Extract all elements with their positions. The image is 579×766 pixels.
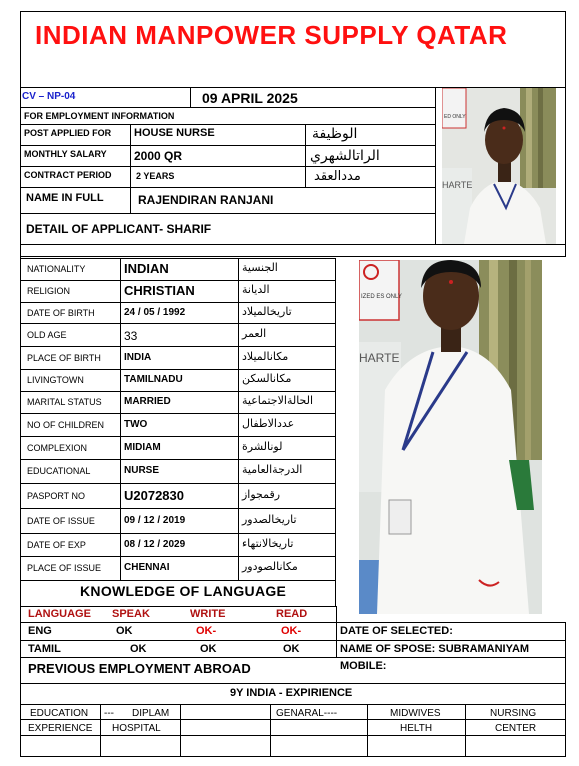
- detail-arabic: لونالشرة: [242, 439, 283, 453]
- detail-arabic: الدرجةالعامية: [242, 463, 303, 476]
- cv-number: CV – NP-04: [22, 91, 76, 102]
- detail-arabic: الديانة: [242, 283, 270, 296]
- name-label: NAME IN FULL: [26, 192, 104, 204]
- detail-value: U2072830: [124, 487, 184, 503]
- contract-value: 2 YEARS: [136, 171, 175, 181]
- detail-value: MIDIAM: [124, 441, 161, 453]
- spouse-name: NAME OF SPOSE: SUBRAMANIYAM: [340, 643, 530, 655]
- detail-label: DATE OF BIRTH: [27, 307, 95, 318]
- detail-value: 09 / 12 / 2019: [124, 514, 186, 526]
- detail-value: 08 / 12 / 2029: [124, 538, 186, 550]
- exp-center: CENTER: [495, 723, 537, 734]
- page-title: INDIAN MANPOWER SUPPLY QATAR: [35, 20, 508, 50]
- detail-value: TWO: [124, 418, 148, 430]
- detail-arabic: تاريخالصدور: [242, 512, 297, 526]
- detail-label: DATE OF EXP: [27, 539, 86, 550]
- mobile: MOBILE:: [340, 660, 387, 672]
- detail-arabic: تاريخالانتهاء: [242, 536, 294, 550]
- lang-tamil-read: OK: [283, 643, 300, 655]
- detail-arabic: العمر: [242, 326, 267, 340]
- lang-header-language: LANGUAGE: [28, 608, 91, 620]
- detail-arabic: تاريخالميلاد: [242, 304, 292, 318]
- detail-label: MARITAL STATUS: [27, 397, 102, 407]
- contract-arabic: مددالعقد: [314, 169, 361, 184]
- detail-label: DATE OF ISSUE: [27, 515, 95, 526]
- photo-sign-text: IZED ES ONLY: [361, 294, 402, 300]
- language-title: KNOWLEDGE OF LANGUAGE: [80, 583, 287, 599]
- detail-value: 33: [124, 328, 138, 343]
- lang-eng-write: OK-: [196, 625, 217, 637]
- detail-arabic: عددالاطفال: [242, 416, 295, 430]
- detail-label: NATIONALITY: [27, 264, 86, 274]
- lang-eng-speak: OK: [116, 625, 133, 637]
- salary-arabic: الراتالشهري: [310, 148, 380, 164]
- lang-eng-read: OK-: [281, 625, 302, 637]
- applicant-detail: DETAIL OF APPLICANT- SHARIF: [26, 222, 212, 236]
- detail-label: PASPORT NO: [27, 490, 86, 501]
- detail-arabic: مكانالصودور: [242, 560, 298, 573]
- name-value: RAJENDIRAN RANJANI: [138, 193, 274, 207]
- exp-label: EXPERIENCE: [28, 723, 93, 734]
- detail-value: 24 / 05 / 1992: [124, 306, 186, 318]
- detail-label: COMPLEXION: [27, 442, 88, 453]
- post-value: HOUSE NURSE: [134, 127, 215, 139]
- photo-sign-text: ED ONLY: [444, 114, 466, 120]
- detail-arabic: مكانالسكن: [242, 372, 292, 385]
- contract-label: CONTRACT PERIOD: [24, 170, 112, 180]
- salary-label: MONTHLY SALARY: [24, 149, 107, 159]
- cv-date: 09 APRIL 2025: [202, 90, 298, 106]
- edu-label: EDUCATION: [30, 708, 89, 719]
- exp-hospital: HOSPITAL: [112, 723, 161, 734]
- post-label: POST APPLIED FOR: [24, 128, 112, 138]
- edu-general: GENARAL----: [276, 708, 338, 719]
- detail-value: NURSE: [124, 465, 160, 476]
- detail-label: NO OF CHILDREN: [27, 419, 105, 430]
- photo-wall-text: HARTE: [442, 180, 473, 190]
- lang-header-read: READ: [276, 608, 308, 620]
- date-selected: DATE OF SELECTED:: [340, 625, 453, 637]
- detail-arabic: الجنسية: [242, 261, 278, 274]
- detail-arabic: رقمجواز: [242, 487, 281, 501]
- lang-tamil-speak: OK: [130, 643, 147, 655]
- detail-arabic: الحالةالاجتماعية: [242, 394, 314, 407]
- applicant-photo-small: [442, 88, 556, 244]
- edu-midwives: MIDWIVES: [390, 708, 441, 719]
- detail-label: PLACE OF ISSUE: [27, 563, 102, 573]
- detail-label: RELIGION: [27, 286, 71, 296]
- lang-tamil-write: OK: [200, 643, 217, 655]
- detail-label: OLD AGE: [27, 329, 67, 340]
- detail-value: MARRIED: [124, 396, 171, 407]
- previous-employment-title: PREVIOUS EMPLOYMENT ABROAD: [28, 661, 251, 676]
- lang-row-tamil: TAMIL: [28, 643, 61, 655]
- section-heading: FOR EMPLOYMENT INFORMATION: [24, 111, 175, 121]
- detail-value: CHENNAI: [124, 562, 170, 573]
- applicant-photo-large: [359, 260, 542, 614]
- lang-header-write: WRITE: [190, 608, 226, 620]
- edu-dashes: ---: [104, 708, 114, 719]
- lang-header-speak: SPEAK: [112, 608, 150, 620]
- detail-arabic: مكانالميلاد: [242, 349, 289, 363]
- detail-label: PLACE OF BIRTH: [27, 352, 101, 363]
- detail-label: LIVINGTOWN: [27, 375, 84, 385]
- experience-summary: 9Y INDIA - EXPIRIENCE: [230, 687, 353, 699]
- post-arabic: الوظيفة: [312, 126, 358, 142]
- detail-value: CHRISTIAN: [124, 283, 195, 298]
- edu-diplam: DIPLAM: [132, 708, 170, 719]
- detail-value: TAMILNADU: [124, 374, 183, 385]
- photo-wall-text: HARTE: [359, 351, 400, 365]
- edu-nursing: NURSING: [490, 708, 537, 719]
- detail-value: INDIAN: [124, 261, 169, 276]
- exp-health: HELTH: [400, 723, 433, 734]
- lang-row-eng: ENG: [28, 625, 52, 637]
- detail-label: EDUCATIONAL: [27, 466, 91, 476]
- detail-value: INDIA: [124, 351, 152, 363]
- salary-value: 2000 QR: [134, 149, 183, 163]
